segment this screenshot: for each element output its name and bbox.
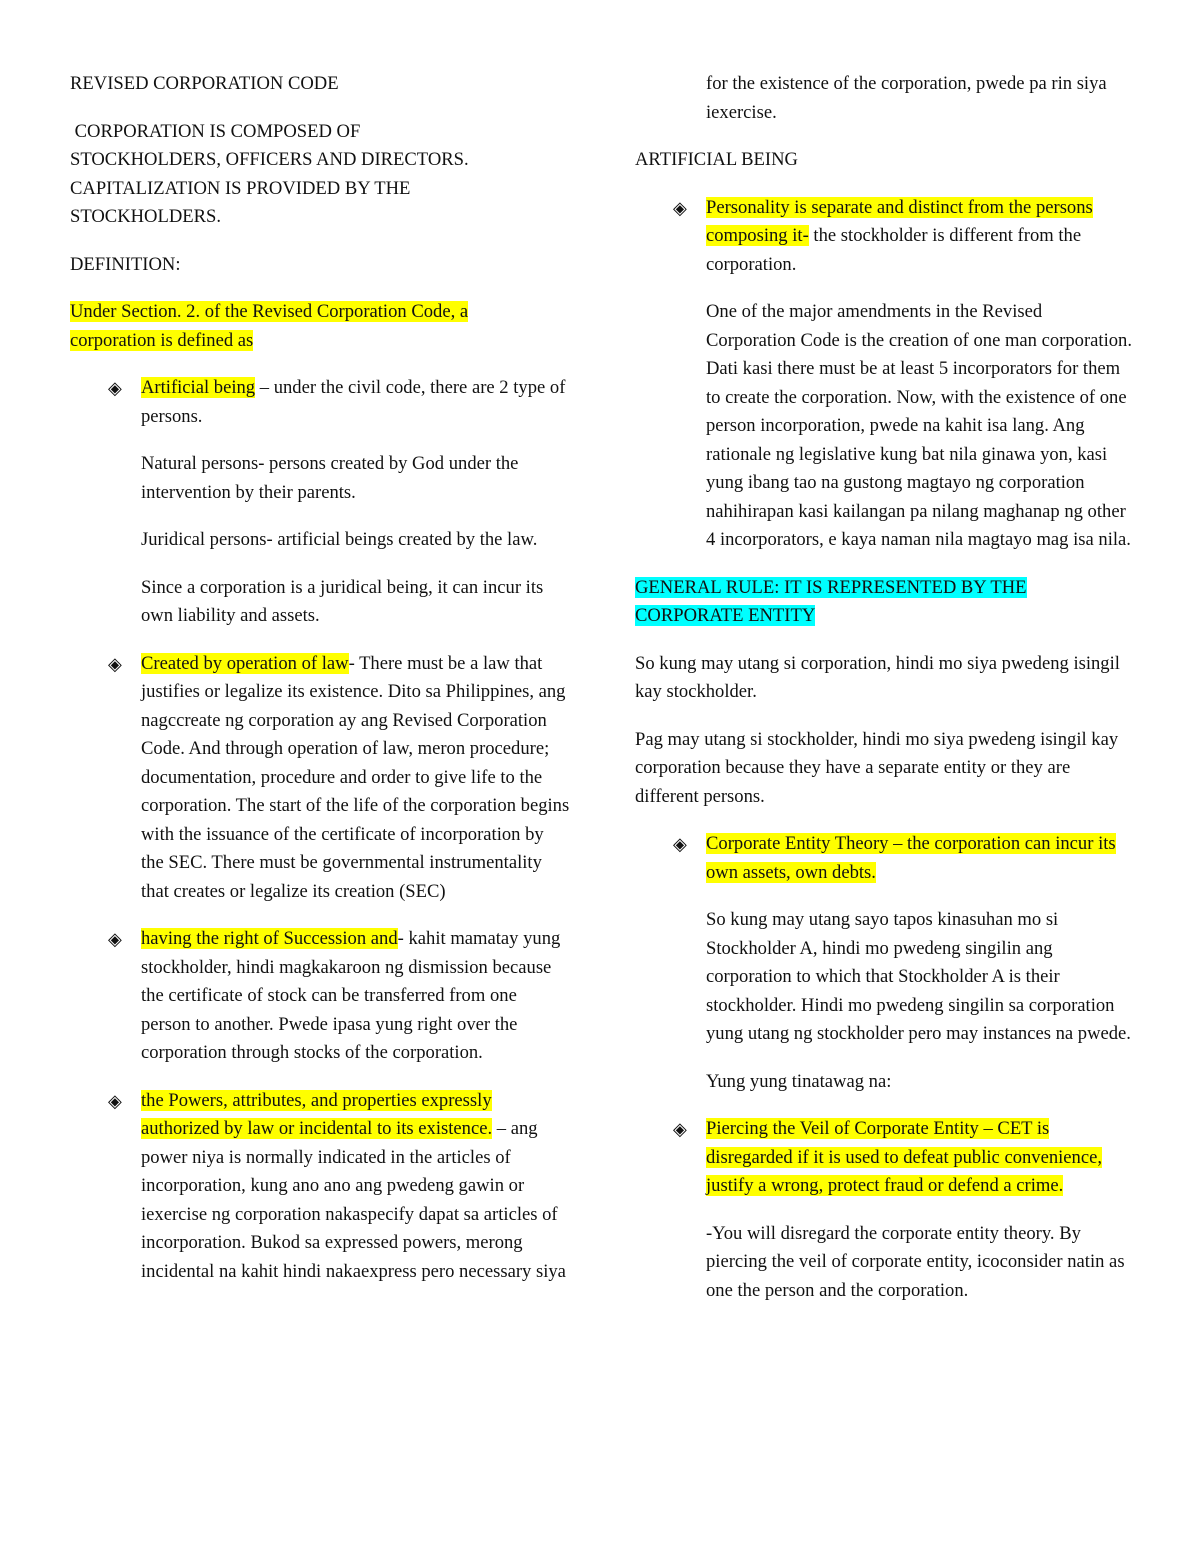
- diamond-bullet-icon: ◈: [108, 378, 122, 398]
- bullet-highlight: the Powers, attributes, and properties expressly authorized by law or incidental to its existence.: [141, 1089, 493, 1139]
- diamond-bullet-icon: ◈: [108, 929, 122, 949]
- bullet-highlight: Personality is separate and distinct from the persons composing it-: [706, 196, 1093, 246]
- natural-persons: Natural persons- persons created by God under the intervention by their parents.: [141, 453, 519, 503]
- utang-corporation: So kung may utang si corporation, hindi mo siya pwedeng isingil kay stockholder.: [635, 652, 1120, 702]
- bullet-corporate-entity-theory: [635, 830, 1135, 887]
- definition-label: DEFINITION:: [70, 253, 181, 275]
- utang-stockholder: Pag may utang si stockholder, hindi mo siya pwedeng isingil kay corporation because they have a separate entity or they are different persons.: [635, 728, 1119, 807]
- section-intro-highlight: Under Section. 2. of the Revised Corporation Code, a corporation is defined as: [70, 301, 469, 351]
- general-rule: [635, 574, 1135, 631]
- bullet-personality: [635, 194, 1135, 280]
- artificial-being-heading: ARTIFICIAL BEING: [635, 149, 798, 170]
- right-column: [635, 70, 1135, 1324]
- continued-text: for the existence of the corporation, pwede pa rin siya iexercise.: [706, 73, 1107, 123]
- intro-line: CORPORATION IS COMPOSED OF: [70, 120, 361, 142]
- since-corporation: Since a corporation is a juridical being, it can incur its own liability and assets.: [141, 576, 544, 626]
- bullet-powers: [70, 1087, 570, 1287]
- one-man-corporation: One of the major amendments in the Revised Corporation Code is the creation of one man corporation. Dati kasi there must be at least 5 incorporators for them to create the corporation. Now, with the existence of one person incorporation, pwede na kahit isa lang. Ang rationale ng legislative kung bat nila ginawa yon, kasi yung ibang tao na gustong magtayo ng corporation nahihirapan kasi kailangan pa nilang maghanap ng other 4 incorporators, e kaya naman nila magtayo mag isa nila.: [706, 301, 1132, 550]
- bullet-piercing-veil: [635, 1115, 1135, 1201]
- bullet-highlight: Corporate Entity Theory – the corporation can incur its own assets, own debts.: [706, 833, 1116, 883]
- bullet-text: the stockholder is different from the corporation.: [706, 225, 1082, 275]
- juridical-persons: Juridical persons- artificial beings created by the law.: [141, 529, 538, 550]
- general-rule-highlight: GENERAL RULE: IT IS REPRESENTED BY THE CORPORATE ENTITY: [635, 576, 1027, 626]
- left-column: [70, 70, 570, 1305]
- intro-line: STOCKHOLDERS, OFFICERS AND DIRECTORS.: [70, 149, 469, 170]
- bullet-highlight: Artificial being: [141, 377, 256, 398]
- bullet-highlight: Created by operation of law: [141, 652, 349, 674]
- tinatawag-text: Yung yung tinatawag na:: [706, 1070, 892, 1092]
- intro-line: STOCKHOLDERS.: [70, 206, 222, 227]
- intro-block: [70, 118, 570, 232]
- disregard-text: -You will disregard the corporate entity theory. By piercing the veil of corporate entity, icoconsider natin as one the person and the corporation.: [706, 1222, 1125, 1301]
- kinasuhan-text: So kung may utang sayo tapos kinasuhan mo si Stockholder A, hindi mo pwedeng singilin ang corporation to which that Stockholder A is their stockholder. Hindi mo pwedeng singilin sa corporation yung utang ng stockholder pero may instances na pwede.: [706, 909, 1131, 1044]
- bullet-highlight: having the right of Succession and: [141, 928, 398, 949]
- intro-line: CAPITALIZATION IS PROVIDED BY THE: [70, 177, 411, 199]
- bullet-highlight: Piercing the Veil of Corporate Entity – CET is disregarded if it is used to defeat public convenience, justify a wrong, protect fraud or defend a crime.: [706, 1118, 1103, 1196]
- bullet-text: – under the civil code, there are 2 type of persons.: [141, 377, 566, 427]
- bullet-text: - kahit mamatay yung stockholder, hindi magkakaroon ng dismission because the certificate of stock can be transferred from one person to another. Pwede ipasa yung right over the corporation through stocks of the corporation.: [141, 928, 561, 1063]
- bullet-text: - There must be a law that justifies or legalize its existence. Dito sa Philippines, ang nagccreate ng corporation ay ang Revised Corporation Code. And through operation of law, meron procedure; documentation, procedure and order to give life to the corporation. The start of the life of the corporation begins with the issuance of the certificate of incorporation by the SEC. There must be governmental instrumentality that creates or legalize its creation (SEC): [141, 652, 570, 902]
- section-intro: [70, 298, 570, 355]
- diamond-bullet-icon: ◈: [673, 1119, 687, 1139]
- bullet-text: – ang power niya is normally indicated in the articles of incorporation, kung ano ano ang pwedeng gawin or iexercise ng corporation nakaspecify dapat sa articles of incorporation. Bukod sa expressed powers, merong incidental na kahit hindi nakaexpress pero necessary siya: [141, 1118, 566, 1282]
- diamond-bullet-icon: ◈: [108, 653, 122, 674]
- diamond-bullet-icon: ◈: [108, 1090, 122, 1111]
- bullet-artificial-being: [70, 374, 570, 431]
- bullet-operation-of-law: [70, 650, 570, 907]
- diamond-bullet-icon: ◈: [673, 197, 687, 218]
- doc-title: REVISED CORPORATION CODE: [70, 73, 339, 94]
- bullet-succession: [70, 925, 570, 1068]
- diamond-bullet-icon: ◈: [673, 834, 687, 854]
